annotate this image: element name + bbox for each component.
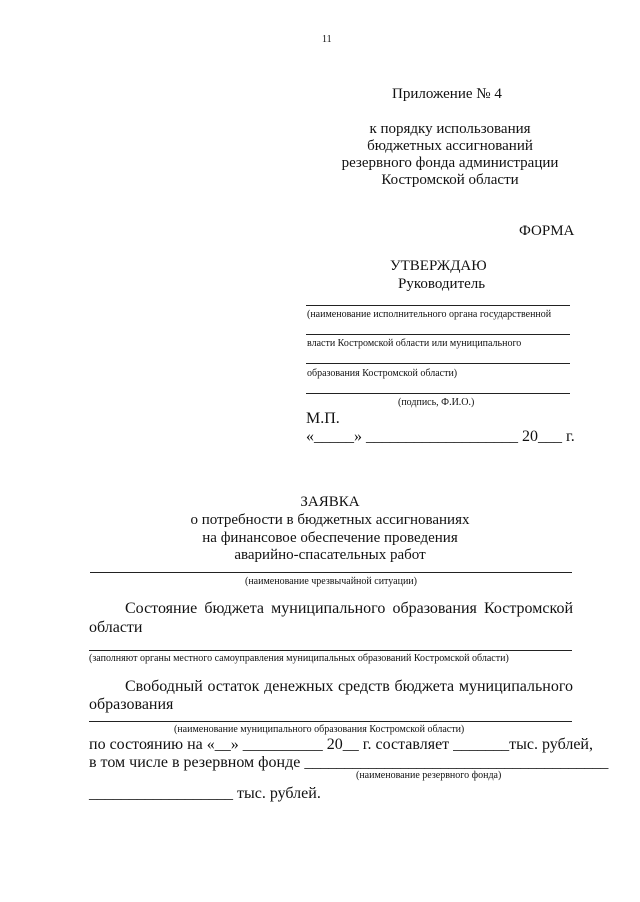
signature-caption: (подпись, Ф.И.О.) — [398, 397, 475, 408]
emergency-caption: (наименование чрезвычайной ситуации) — [245, 576, 417, 587]
approve-caption-1: (наименование исполнительного органа государственной — [307, 309, 552, 320]
fill-caption: (заполняют органы местного самоуправления муниципальных образований Костромской области) — [89, 653, 509, 664]
state-date-line: по состоянию на «__» __________ 20__ г. составляет _______тыс. рублей, — [89, 736, 593, 753]
emergency-line — [90, 572, 572, 573]
approve-caption-3: образования Костромской области) — [307, 368, 458, 379]
approve-line-3 — [306, 363, 570, 364]
approve-role: Руководитель — [398, 276, 486, 292]
appendix-title: Приложение № 4 — [392, 86, 502, 102]
request-line-2: на финансовое обеспечение проведения — [202, 530, 458, 546]
appendix-line-4: Костромской области — [381, 172, 519, 188]
page-number: 11 — [322, 34, 332, 45]
free-balance-text-cont: образования — [89, 696, 174, 713]
approve-title: УТВЕРЖДАЮ — [390, 258, 487, 274]
free-balance-text: Свободный остаток денежных средств бюджета муниципального — [125, 678, 573, 695]
approval-date-line: «_____» ___________________ 20___ г. — [306, 428, 575, 445]
approve-line-2 — [306, 334, 570, 335]
appendix-line-1: к порядку использования — [369, 121, 531, 137]
form-label: ФОРМА — [519, 223, 575, 239]
budget-state-text-cont: области — [89, 619, 143, 636]
stamp-label: М.П. — [306, 410, 340, 427]
request-line-1: о потребности в бюджетных ассигнованиях — [190, 512, 470, 528]
approve-caption-2: власти Костромской области или муниципального — [307, 338, 522, 349]
budget-state-text: Состояние бюджета муниципального образования Костромской — [125, 600, 573, 617]
appendix-line-2: бюджетных ассигнований — [367, 138, 533, 154]
reserve-amount-line: __________________ тыс. рублей. — [89, 785, 321, 802]
municipality-line — [89, 721, 572, 722]
appendix-line-3: резервного фонда администрации — [341, 155, 559, 171]
request-title: ЗАЯВКА — [300, 494, 360, 510]
reserve-fund-caption: (наименование резервного фонда) — [356, 770, 502, 781]
request-line-3: аварийно-спасательных работ — [234, 547, 426, 563]
approve-line-1 — [306, 305, 570, 306]
signature-line — [306, 393, 570, 394]
municipality-caption: (наименование муниципального образования Костромской области) — [174, 724, 465, 735]
budget-state-line — [89, 650, 572, 651]
reserve-fund-line: в том числе в резервном фонде ______________________________________ — [89, 754, 609, 771]
